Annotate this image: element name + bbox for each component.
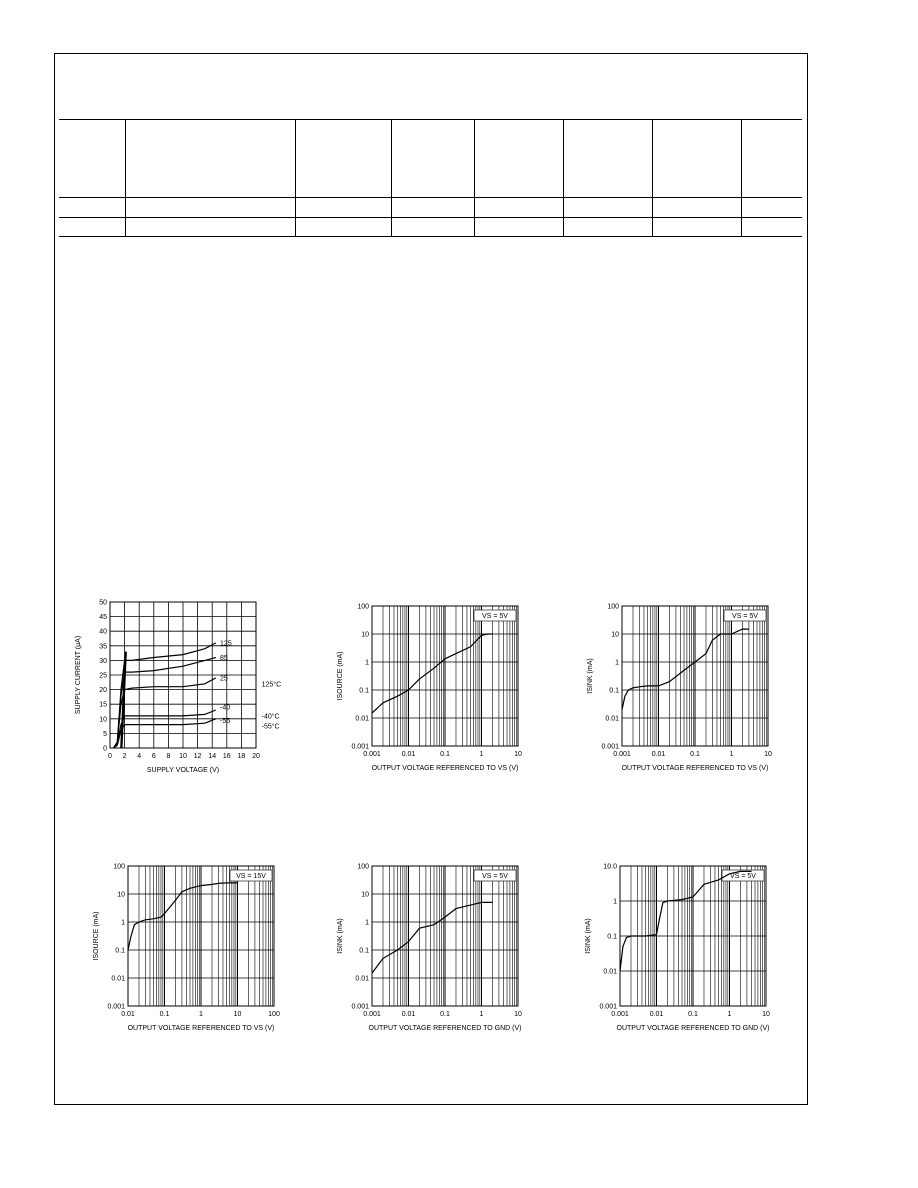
- y-tick-label: 5: [103, 730, 107, 738]
- x-tick-label: 4: [137, 753, 142, 760]
- x-tick-label: 10: [764, 751, 772, 758]
- y-tick-label: 0.01: [603, 968, 617, 976]
- y-tick-label: 0.001: [599, 1003, 617, 1011]
- annotation-label: -40°C: [261, 713, 280, 721]
- x-tick-label: 1: [729, 751, 734, 758]
- x-tick-label: 0.001: [363, 751, 381, 758]
- x-tick-label: 0.1: [440, 751, 450, 758]
- legend-label: VS = 15V: [236, 873, 266, 880]
- x-tick-label: 0.01: [401, 1011, 416, 1018]
- x-tick-label: 0.01: [651, 751, 666, 758]
- legend-label: VS = 5V: [732, 613, 758, 620]
- legend-label: VS = 5V: [730, 873, 756, 880]
- series-line: [128, 883, 238, 950]
- x-tick-label: 100: [268, 1011, 280, 1018]
- supply-current-chart: [56, 592, 296, 792]
- y-tick-label: 1: [121, 919, 125, 927]
- y-tick-label: 0.001: [351, 1003, 369, 1011]
- table-header-row: [59, 120, 802, 198]
- y-tick-label: 0.1: [609, 687, 619, 695]
- y-tick-label: 10.0: [603, 863, 617, 871]
- x-axis-label: OUTPUT VOLTAGE REFERENCED TO GND (V): [616, 1025, 770, 1032]
- y-axis-label: ISINK (mA): [587, 658, 594, 694]
- x-tick-label: 0.1: [690, 751, 700, 758]
- x-axis-label: SUPPLY VOLTAGE (V): [146, 767, 220, 774]
- x-axis-label: OUTPUT VOLTAGE REFERENCED TO GND (V): [368, 1025, 522, 1032]
- series-line: [620, 871, 752, 971]
- x-tick-label: 10: [179, 753, 187, 760]
- y-tick-label: 10: [361, 631, 369, 639]
- x-tick-label: 8: [166, 753, 171, 760]
- y-axis-label: ISOURCE (mA): [337, 651, 344, 701]
- series-line: [114, 710, 216, 748]
- y-tick-label: 1: [615, 659, 619, 667]
- x-tick-label: 12: [193, 753, 202, 760]
- y-tick-label: 50: [99, 599, 107, 607]
- x-tick-label: 20: [252, 753, 260, 760]
- x-tick-label: 0.01: [649, 1011, 664, 1018]
- isource-chart-1: [320, 596, 540, 792]
- x-tick-label: 14: [208, 753, 217, 760]
- y-tick-label: 40: [99, 628, 107, 636]
- y-tick-label: 0: [103, 745, 107, 753]
- series-line: [372, 634, 493, 713]
- y-tick-label: 0.01: [111, 975, 125, 983]
- series-line: [114, 678, 216, 748]
- series-line: [372, 902, 493, 973]
- x-axis-label: OUTPUT VOLTAGE REFERENCED TO VS (V): [621, 765, 769, 772]
- annotation-label: 125°C: [261, 681, 282, 689]
- series-line: [114, 643, 216, 748]
- y-tick-label: 0.1: [607, 933, 617, 941]
- x-tick-label: 0.01: [121, 1011, 135, 1018]
- x-tick-label: 0.1: [159, 1011, 170, 1018]
- annotation-label: -55: [220, 717, 231, 725]
- x-tick-label: 10: [514, 1011, 522, 1018]
- x-tick-label: 0.001: [611, 1011, 629, 1018]
- x-tick-label: 0.1: [688, 1011, 698, 1018]
- y-tick-label: 30: [99, 657, 107, 665]
- y-tick-label: 45: [99, 614, 107, 622]
- y-tick-label: 10: [117, 891, 125, 899]
- table-row: [59, 198, 802, 217]
- y-tick-label: 35: [99, 643, 107, 651]
- y-tick-label: 100: [113, 863, 125, 871]
- x-tick-label: 18: [237, 753, 246, 760]
- y-tick-label: 0.1: [359, 687, 369, 695]
- annotation-label: -55°C: [261, 723, 280, 731]
- y-tick-label: 20: [99, 687, 107, 695]
- annotation-label: 25: [220, 675, 228, 683]
- x-tick-label: 0.001: [613, 751, 631, 758]
- x-tick-label: 1: [727, 1011, 732, 1018]
- x-tick-label: 0.01: [401, 751, 416, 758]
- x-tick-label: 1: [479, 1011, 484, 1018]
- x-tick-label: 2: [122, 753, 127, 760]
- y-axis-label: SUPPLY CURRENT (µA): [75, 635, 82, 715]
- y-tick-label: 1: [613, 898, 617, 906]
- isink-chart-3: [568, 856, 788, 1052]
- annotation-label: 125: [220, 640, 232, 648]
- x-tick-label: 10: [514, 751, 522, 758]
- y-tick-label: 100: [357, 863, 369, 871]
- x-tick-label: 10: [762, 1011, 770, 1018]
- y-tick-label: 10: [611, 631, 619, 639]
- y-tick-label: 0.1: [115, 947, 125, 955]
- y-tick-label: 1: [365, 919, 369, 927]
- annotation-label: -40: [220, 704, 231, 712]
- isink-chart-1: [570, 596, 790, 792]
- y-tick-label: 0.001: [107, 1003, 125, 1011]
- x-tick-label: 0: [108, 753, 112, 760]
- isource-chart-2: [76, 856, 296, 1052]
- y-tick-label: 0.1: [359, 947, 369, 955]
- isink-chart-2: [320, 856, 540, 1052]
- x-tick-label: 0.1: [440, 1011, 450, 1018]
- y-tick-label: 0.001: [601, 743, 619, 751]
- y-tick-label: 0.01: [355, 715, 369, 723]
- y-tick-label: 0.01: [605, 715, 619, 723]
- y-tick-label: 25: [99, 672, 107, 680]
- y-tick-label: 10: [99, 716, 107, 724]
- x-tick-label: 1: [199, 1011, 203, 1018]
- legend-label: VS = 5V: [482, 613, 508, 620]
- x-tick-label: 6: [151, 753, 156, 760]
- y-tick-label: 0.001: [351, 743, 369, 751]
- y-axis-label: ISOURCE (mA): [93, 911, 100, 961]
- y-axis-label: ISINK (mA): [337, 918, 344, 954]
- x-tick-label: 10: [233, 1011, 242, 1018]
- y-tick-label: 100: [607, 603, 619, 611]
- y-tick-label: 1: [365, 659, 369, 667]
- x-axis-label: OUTPUT VOLTAGE REFERENCED TO VS (V): [371, 765, 519, 772]
- y-tick-label: 15: [99, 701, 107, 709]
- x-tick-label: 1: [479, 751, 484, 758]
- y-tick-label: 10: [361, 891, 369, 899]
- table-row: [59, 217, 802, 236]
- x-axis-label: OUTPUT VOLTAGE REFERENCED TO VS (V): [127, 1025, 275, 1032]
- x-tick-label: 16: [222, 753, 231, 760]
- annotation-label: 85: [220, 654, 228, 662]
- legend-label: VS = 5V: [482, 873, 508, 880]
- x-tick-label: 0.001: [363, 1011, 381, 1018]
- y-tick-label: 100: [357, 603, 369, 611]
- y-axis-label: ISINK (mA): [585, 918, 592, 954]
- spec-table: [59, 119, 802, 237]
- series-line: [114, 658, 216, 749]
- y-tick-label: 0.01: [355, 975, 369, 983]
